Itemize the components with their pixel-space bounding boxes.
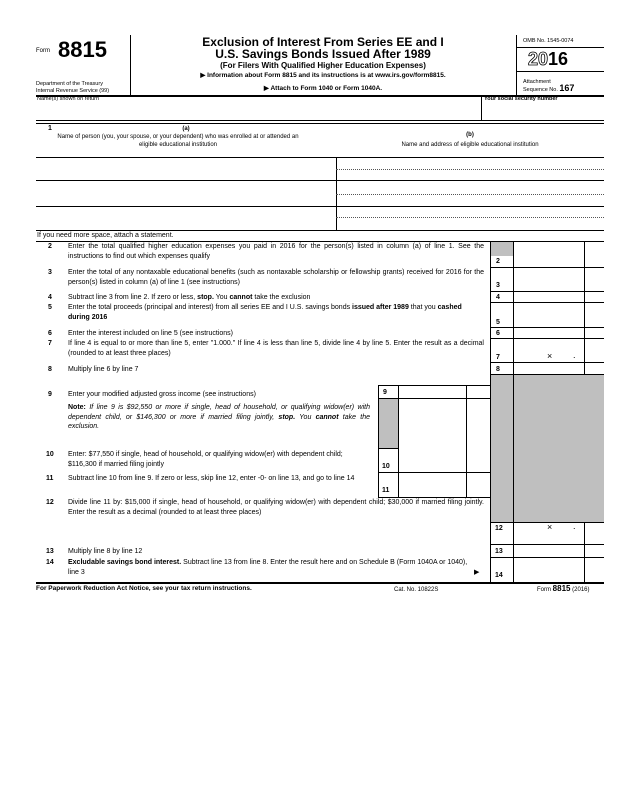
line9-note bbox=[68, 403, 370, 432]
line5-amount-input[interactable] bbox=[515, 316, 583, 327]
note-mid: You bbox=[295, 413, 316, 421]
line3-text: Enter the total of any nontaxable educational benefits (such as nontaxable scholarship or fellowship grants) received for 2016 for the person(s) listed in column (a) of line 1 (see instructions) bbox=[68, 269, 484, 286]
form-label: Form bbox=[36, 48, 50, 54]
line4-stop: stop. bbox=[197, 294, 214, 301]
line5-box: 5 bbox=[496, 319, 500, 326]
form-subtitle: (For Filers With Qualified Higher Education Expenses) bbox=[220, 61, 426, 70]
line14-number: 14 bbox=[46, 559, 54, 566]
line1-header-rule bbox=[36, 157, 604, 158]
line1-row2-col-b-dotted bbox=[336, 194, 604, 195]
line4-text-post: take the exclusion bbox=[252, 294, 311, 301]
line11-text: Subtract line 10 from line 9. If zero or less, skip line 12, enter -0- on line 13, and go to line 14 bbox=[68, 475, 355, 482]
line2-number: 2 bbox=[48, 243, 52, 250]
line13-amount-input[interactable] bbox=[515, 546, 583, 556]
line14-amount-input[interactable] bbox=[515, 569, 583, 581]
line4-text-mid: You bbox=[213, 294, 230, 301]
attach-line: ▶ Attach to Form 1040 or Form 1040A. bbox=[263, 85, 383, 92]
line8-rule bbox=[490, 374, 604, 375]
line1-row1-col-a-input[interactable] bbox=[38, 159, 334, 179]
line6-number: 6 bbox=[48, 330, 52, 337]
line1-top-rule bbox=[36, 123, 604, 124]
line9-amount-input[interactable] bbox=[400, 387, 488, 398]
line10-box: 10 bbox=[382, 463, 390, 470]
ssn-label: Your social security number bbox=[484, 96, 558, 102]
info-line: ▶ Information about Form 8815 and its instructions is at www.irs.gov/form8815. bbox=[200, 72, 446, 79]
line13-text: Multiply line 8 by line 12 bbox=[68, 548, 143, 555]
name-input[interactable] bbox=[37, 104, 479, 118]
line1-col-b-header: Name and address of eligible educational institution bbox=[401, 142, 539, 148]
line12-box: 12 bbox=[495, 525, 503, 532]
line1-row3-col-b-input[interactable] bbox=[338, 208, 602, 229]
inner-amount-left bbox=[398, 385, 399, 497]
line7-number: 7 bbox=[48, 340, 52, 347]
note-cannot: cannot bbox=[315, 413, 339, 421]
line5-issued: issued after 1989 bbox=[352, 304, 409, 311]
line12-rule bbox=[490, 544, 604, 545]
line7-decimal-input[interactable] bbox=[515, 351, 603, 362]
line7-times: × bbox=[547, 351, 553, 361]
line10-number: 10 bbox=[46, 451, 54, 458]
line4-text bbox=[68, 293, 484, 303]
line4-amount-input[interactable] bbox=[515, 292, 583, 302]
line1-row3-col-a-input[interactable] bbox=[38, 208, 334, 229]
header-divider-right bbox=[516, 35, 517, 95]
line1-number: 1 bbox=[48, 125, 52, 132]
line14-text-post: Subtract line 13 from line 8. Enter the result here and on Schedule B (Form 1040A or 1040), line 3 bbox=[68, 559, 468, 576]
line1-col-b-letter: (b) bbox=[466, 132, 474, 138]
sequence-text: Sequence No. bbox=[523, 87, 558, 93]
line3-number: 3 bbox=[48, 269, 52, 276]
line9-box: 9 bbox=[383, 389, 387, 396]
line7-rule bbox=[490, 362, 604, 363]
line10-text: Enter: $77,550 if single, head of household, or qualifying widow(er) with dependent child; $116,300 if married filing jointly bbox=[68, 451, 343, 468]
tax-year-suffix: 16 bbox=[548, 49, 569, 69]
note-post: take the exclusion. bbox=[68, 413, 370, 431]
inner-shade-bottom-rule bbox=[378, 448, 399, 449]
footer-form-number: 8815 bbox=[552, 584, 571, 593]
line12-text: Divide line 11 by: $15,000 if single, head of household, or qualifying widow(er) with dependent child; $30,000 if married filing jointly. Enter the result as a decimal (rounded to at least three places) bbox=[68, 499, 484, 516]
year-divider bbox=[516, 71, 604, 72]
right-shade-9-11 bbox=[491, 374, 513, 522]
right-shade-top bbox=[491, 242, 513, 256]
line14-title: Excludable savings bond interest. bbox=[68, 559, 182, 566]
ssn-divider bbox=[481, 96, 482, 120]
line4-rule bbox=[490, 302, 604, 303]
sequence-number: 167 bbox=[559, 83, 575, 93]
line11-box: 11 bbox=[382, 487, 390, 494]
note-label: Note: bbox=[68, 404, 86, 411]
line10-amount-input[interactable] bbox=[400, 461, 488, 471]
line14-text bbox=[68, 558, 474, 577]
line6-amount-input[interactable] bbox=[515, 328, 583, 338]
line1-row1-rule bbox=[36, 180, 604, 181]
footer-form-label: Form bbox=[537, 587, 551, 593]
name-label: Name(s) shown on return bbox=[37, 96, 100, 102]
omb-number: OMB No. 1545-0074 bbox=[523, 38, 574, 44]
inner-shade-9 bbox=[379, 398, 398, 448]
line4-number: 4 bbox=[48, 294, 52, 301]
name-row-bottom bbox=[36, 120, 604, 121]
line12-decimal-input[interactable] bbox=[515, 523, 603, 534]
line6-rule bbox=[490, 338, 604, 339]
line12-top-rule bbox=[490, 522, 604, 523]
line2-amount-input[interactable] bbox=[515, 256, 583, 267]
line7-box: 7 bbox=[496, 354, 500, 361]
line13-rule bbox=[490, 557, 604, 558]
line5-text bbox=[68, 303, 484, 322]
footer-rule bbox=[36, 582, 604, 584]
line4-text-pre: Subtract line 3 from line 2. If zero or less, bbox=[68, 294, 198, 301]
line6-text: Enter the interest included on line 5 (see instructions) bbox=[68, 330, 233, 337]
note-text: If line 9 is $92,550 or more if single, head of household, or qualifying widow(er) with dependent child, or $146,300 or more if married filing jointly, bbox=[68, 404, 370, 421]
line8-text: Multiply line 6 by line 7 bbox=[68, 366, 139, 373]
inner-top-rule bbox=[378, 385, 490, 386]
sequence-label bbox=[523, 85, 574, 94]
more-space-note: If you need more space, attach a statement. bbox=[37, 232, 174, 239]
line11-amount-input[interactable] bbox=[400, 485, 488, 496]
line9-number: 9 bbox=[48, 391, 52, 398]
line14-arrow: ▶ bbox=[474, 569, 480, 576]
form-number: 8815 bbox=[58, 37, 107, 62]
inner-cents-left bbox=[466, 385, 467, 497]
line12-decimal: . bbox=[573, 521, 576, 531]
line5-text-mid: that you bbox=[408, 304, 438, 311]
footer-cat-number: Cat. No. 10822S bbox=[394, 587, 439, 593]
line14-box: 14 bbox=[495, 572, 503, 579]
line7-text: If line 4 is equal to or more than line 5, enter "1.000." If line 4 is less than line 5, divide line 4 by line 5. Enter the result as a decimal (rounded to at least three places) bbox=[68, 340, 484, 357]
line5-text-pre: Enter the total proceeds (principal and interest) from all series EE and I U.S. savings bonds bbox=[68, 304, 353, 311]
line11-number: 11 bbox=[46, 475, 54, 482]
department-line-1: Department of the Treasury bbox=[36, 81, 103, 87]
line10-rule bbox=[378, 472, 490, 473]
line1-row1-col-b-dotted bbox=[336, 169, 604, 170]
line8-number: 8 bbox=[48, 366, 52, 373]
department-line-2: Internal Revenue Service (99) bbox=[36, 88, 110, 94]
line3-box: 3 bbox=[496, 282, 500, 289]
line5-cashed: cashed during 2016 bbox=[68, 304, 462, 321]
line9-rule bbox=[378, 398, 490, 399]
line1-col-a-letter: (a) bbox=[182, 126, 190, 132]
footer-year: (2016) bbox=[572, 587, 590, 593]
line6-box: 6 bbox=[496, 330, 500, 337]
footer-paperwork-notice: For Paperwork Reduction Act Notice, see your tax return instructions. bbox=[36, 585, 252, 592]
line12-times: × bbox=[547, 522, 553, 532]
line4-box: 4 bbox=[496, 294, 500, 301]
attachment-label: Attachment bbox=[523, 79, 551, 85]
line3-amount-input[interactable] bbox=[515, 280, 583, 291]
form-title-line-2: U.S. Savings Bonds Issued After 1989 bbox=[215, 47, 431, 61]
line1-row2-col-a-input[interactable] bbox=[38, 182, 334, 204]
ssn-input[interactable] bbox=[484, 104, 602, 118]
omb-divider bbox=[516, 47, 604, 48]
tax-year bbox=[528, 49, 568, 69]
line2-rule bbox=[490, 267, 604, 268]
line9-text: Enter your modified adjusted gross income (see instructions) bbox=[68, 391, 256, 398]
line1-row2-col-b-input[interactable] bbox=[338, 182, 602, 204]
line8-box: 8 bbox=[496, 366, 500, 373]
line13-number: 13 bbox=[46, 548, 54, 555]
right-shade-amount-9-11 bbox=[514, 374, 604, 522]
form-number-block bbox=[36, 36, 128, 82]
footer-form-id bbox=[537, 584, 589, 595]
line8-amount-input[interactable] bbox=[515, 364, 583, 374]
line1-col-a-header: Name of person (you, your spouse, or your dependent) who was enrolled at or attended an eligible educational institution bbox=[57, 134, 299, 148]
line2-box: 2 bbox=[496, 258, 500, 265]
line7-decimal: . bbox=[573, 350, 576, 360]
line5-number: 5 bbox=[48, 304, 52, 311]
line1-row3-col-b-dotted bbox=[336, 217, 604, 218]
line4-cannot: cannot bbox=[229, 294, 253, 301]
line12-number: 12 bbox=[46, 499, 54, 506]
line2-text: Enter the total qualified higher education expenses you paid in 2016 for the person(s) listed in column (a) of line 1. See the instructions to find out which expenses qualify bbox=[68, 243, 484, 260]
line13-box: 13 bbox=[495, 548, 503, 555]
tax-year-prefix: 20 bbox=[528, 49, 549, 69]
form-title-line-1: Exclusion of Interest From Series EE and I bbox=[202, 35, 444, 49]
line1-row2-rule bbox=[36, 206, 604, 207]
note-stop: stop. bbox=[278, 413, 296, 421]
